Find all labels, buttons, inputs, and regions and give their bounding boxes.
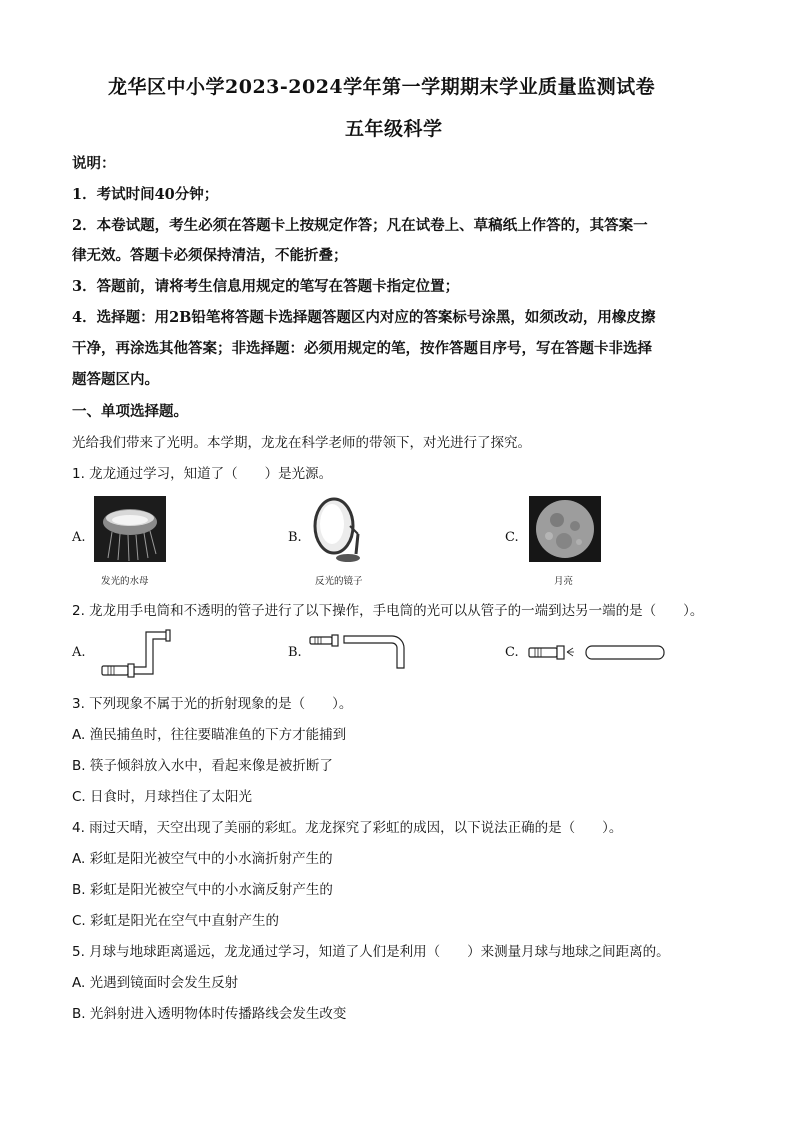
q2-option-a-label[interactable]: A. — [72, 645, 86, 660]
moon-image — [529, 496, 601, 562]
q4-option-a[interactable]: A. 彩虹是阳光被空气中的小水滴折射产生的 — [72, 851, 333, 867]
q5-option-b[interactable]: B. 光斜射进入透明物体时传播路线会发生改变 — [72, 1006, 347, 1022]
q1-option-a-label[interactable]: A. — [72, 530, 86, 545]
instruction-4-line1: 4．选择题：用2B铅笔将答题卡选择题答题区内对应的答案标号涂黑，如须改动，用橡皮擦 — [72, 309, 656, 326]
q1-option-a-caption: 发光的水母 — [101, 576, 149, 587]
instruction-4-line2: 干净，再涂选其他答案；非选择题：必须用规定的笔，按作答题目序号，写在答题卡非选择 — [72, 340, 652, 357]
q1-option-b-label[interactable]: B. — [288, 530, 302, 545]
q3-option-b[interactable]: B. 筷子倾斜放入水中，看起来像是被折断了 — [72, 758, 333, 774]
section-heading: 一、单项选择题。 — [72, 403, 188, 420]
flashlight-straight-pipe — [527, 642, 669, 664]
q5-stem: 5. 月球与地球距离遥远，龙龙通过学习，知道了人们是利用（ ）来测量月球与地球之间距离的。 — [72, 944, 670, 960]
instruction-3: 3．答题前，请将考生信息用规定的笔写在答题卡指定位置； — [72, 278, 460, 295]
instructions-heading: 说明： — [72, 155, 116, 172]
q1-option-b-caption: 反光的镜子 — [315, 576, 363, 587]
section-intro: 光给我们带来了光明。本学期，龙龙在科学老师的带领下，对光进行了探究。 — [72, 435, 531, 451]
q1-stem: 1. 龙龙通过学习，知道了（ ）是光源。 — [72, 466, 333, 482]
q1-option-c-caption: 月亮 — [554, 576, 574, 587]
q3-stem: 3. 下列现象不属于光的折射现象的是（ ）。 — [72, 696, 353, 712]
flashlight-zigzag-pipe — [96, 622, 176, 682]
q2-stem: 2. 龙龙用手电筒和不透明的管子进行了以下操作，手电筒的光可以从管子的一端到达另一端的是（ ）。 — [72, 603, 704, 619]
mirror-image — [308, 496, 364, 564]
exam-subtitle: 五年级科学 — [345, 118, 443, 140]
q4-option-b[interactable]: B. 彩虹是阳光被空气中的小水滴反射产生的 — [72, 882, 333, 898]
instruction-2-line1: 2．本卷试题，考生必须在答题卡上按规定作答；凡在试卷上、草稿纸上作答的，其答案一 — [72, 217, 648, 234]
instruction-4-line3: 题答题区内。 — [72, 371, 159, 388]
q3-option-a[interactable]: A. 渔民捕鱼时，往往要瞄准鱼的下方才能捕到 — [72, 727, 347, 743]
exam-title: 龙华区中小学2023-2024学年第一学期期末学业质量监测试卷 — [108, 76, 656, 98]
q1-option-c-label[interactable]: C. — [505, 530, 519, 545]
q4-stem: 4. 雨过天晴，天空出现了美丽的彩虹。龙龙探究了彩虹的成因，以下说法正确的是（ ）。 — [72, 820, 623, 836]
q4-option-c[interactable]: C. 彩虹是阳光在空气中直射产生的 — [72, 913, 280, 929]
q2-option-c-label[interactable]: C. — [505, 645, 519, 660]
q3-option-c[interactable]: C. 日食时，月球挡住了太阳光 — [72, 789, 253, 805]
flashlight-hook-pipe — [308, 630, 408, 672]
instruction-2-line2: 律无效。答题卡必须保持清洁，不能折叠； — [72, 247, 348, 264]
jellyfish-image — [94, 496, 166, 562]
q2-option-b-label[interactable]: B. — [288, 645, 302, 660]
instruction-1: 1．考试时间40分钟； — [72, 186, 219, 203]
q5-option-a[interactable]: A. 光遇到镜面时会发生反射 — [72, 975, 239, 991]
